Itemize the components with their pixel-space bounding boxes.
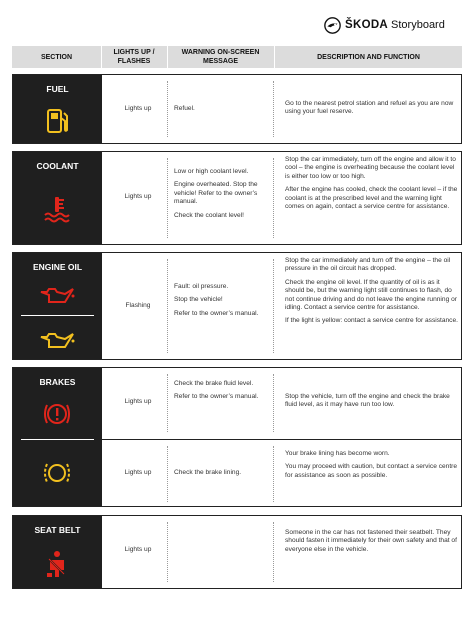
header-description: DESCRIPTION AND FUNCTION [317, 54, 420, 61]
brakes-row2-message: Check the brake lining. [174, 469, 242, 476]
coolant-lights: Lights up [124, 193, 152, 200]
coolant-title: COOLANT [36, 161, 79, 171]
engine-oil-lights: Flashing [125, 302, 151, 309]
section-coolant [12, 151, 462, 245]
seat-belt-description: Someone in the car has not fastened their seatbelt. They should fasten it immediately for their own safety and that of everyone else in the vehicle. [285, 529, 457, 553]
seat-belt-label-panel [13, 516, 102, 588]
brakes-row1-description: Stop the vehicle, turn off the engine and check the brake fluid level, as it may have run too low. [285, 393, 450, 409]
coolant-label-panel [13, 152, 102, 244]
brakes-row1-message-1: Check the brake fluid level. [174, 380, 254, 387]
header-warning [168, 48, 273, 66]
engine-oil-description-1: Stop the car immediately and turn off the engine – the oil pressure in the oil circuit has dropped. [285, 257, 451, 273]
coolant-messages [174, 168, 274, 225]
engine-oil-label-panel [13, 253, 102, 359]
header-warning-line2: MESSAGE [202, 58, 238, 65]
brand-name: ŠKODA [345, 19, 389, 31]
header-lights [102, 48, 166, 66]
engine-oil-divider [21, 315, 94, 316]
seat-belt-title: SEAT BELT [34, 525, 81, 535]
brakes-row1-lights: Lights up [124, 398, 152, 405]
brake-warning-icon [42, 399, 72, 429]
fuel-description: Go to the nearest petrol station and refuel as you are now using your fuel reserve. [285, 100, 454, 116]
coolant-description-1: Stop the car immediately, turn off the engine and allow it to cool – the engine is overheating because the coolant level is either too low or too high. [285, 156, 456, 180]
engine-oil-messages [174, 283, 274, 323]
brakes-row-divider [102, 439, 461, 440]
header-section: SECTION [40, 54, 73, 61]
fuel-label-panel [13, 75, 102, 143]
section-engine-oil [12, 252, 462, 360]
engine-oil-message-3: Refer to the owner’s manual. [174, 309, 259, 317]
coolant-descriptions [285, 156, 460, 216]
brand-sub: Storyboard [391, 19, 445, 31]
fuel-title: FUEL [46, 84, 69, 94]
section-brakes [12, 367, 462, 507]
table-header [12, 46, 462, 68]
engine-oil-description-3: If the light is yellow: contact a service centre for assistance. [285, 317, 458, 325]
coolant-message-1: Low or high coolant level. [174, 168, 249, 175]
seat-belt-lights: Lights up [124, 546, 152, 553]
engine-oil-message-1: Fault: oil pressure. [174, 283, 229, 290]
fuel-pump-icon [42, 106, 72, 136]
section-fuel [12, 74, 462, 144]
brakes-row2-descriptions [285, 450, 460, 485]
header-warning-line1: WARNING ON-SCREEN [181, 49, 260, 56]
brakes-title: BRAKES [39, 377, 76, 387]
coolant-message-3: Check the coolant level! [174, 211, 245, 219]
fuel-lights: Lights up [124, 105, 152, 112]
brand-header [324, 16, 464, 34]
header-lights-line1: LIGHTS UP / [113, 49, 155, 56]
engine-oil-title: ENGINE OIL [32, 262, 83, 272]
section-seat-belt [12, 515, 462, 589]
brakes-divider [21, 439, 94, 440]
brakes-row1-messages [174, 380, 274, 407]
header-lights-line2: FLASHES [117, 58, 151, 65]
engine-oil-description-2: Check the engine oil level. If the quantity of oil is as it should be, but the warning light still continues to flash, do not continue driving and do not leave the engine running or idling. Contact a service centre for assistance. [285, 278, 457, 312]
brakes-label-panel [13, 368, 102, 506]
coolant-message-2: Engine overheated. Stop the vehicle! Refer to the owner’s manual. [174, 181, 258, 206]
oil-can-red-icon [38, 280, 76, 310]
brakes-row2-description-1: Your brake lining has become worn. [285, 450, 390, 457]
skoda-logo-icon [324, 17, 341, 34]
brakes-row2-description-2: You may proceed with caution, but contact a service centre for assistance as soon as possible. [285, 463, 458, 479]
seat-belt-icon [42, 549, 72, 579]
brakes-row2-lights: Lights up [124, 469, 152, 476]
coolant-description-2: After the engine has cooled, check the coolant level – if the coolant is at the prescribed level and the warning light comes on again, contact a service centre for assistance. [285, 186, 458, 211]
engine-oil-descriptions [285, 257, 460, 331]
engine-oil-message-2: Stop the vehicle! [174, 296, 223, 304]
brake-pad-wear-icon [42, 458, 72, 488]
oil-can-yellow-icon [38, 325, 76, 355]
coolant-thermometer-icon [42, 194, 72, 224]
fuel-message: Refuel. [174, 105, 195, 112]
brakes-row1-message-2: Refer to the owner’s manual. [174, 393, 259, 401]
